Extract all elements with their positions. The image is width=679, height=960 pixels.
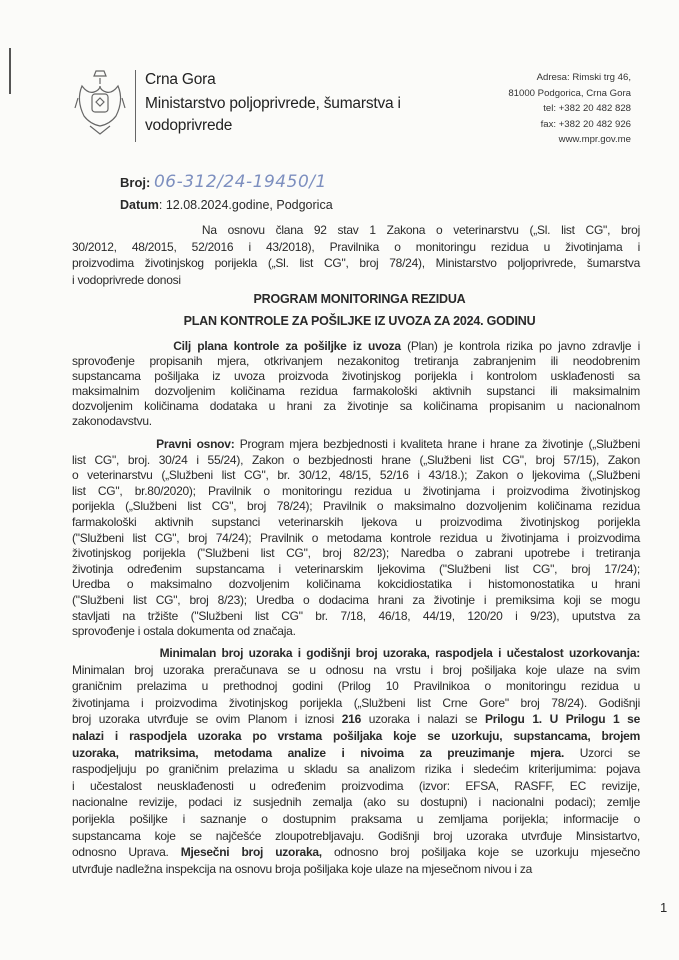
text: list CG", broj. 30/24 i 55/24), Zakon o bezbjednosti hrane („Službeni list CG", broj 57/15), Zakon <box>72 452 640 467</box>
text: životinjama i proizvodima životinjskog porijekla („Službeni list Crne Gore" broj 78/24). Godišnji <box>72 695 640 710</box>
text: Na osnovu člana 92 stav 1 Zakona o veterinarstvu („Sl. list CG", broj <box>72 223 640 237</box>
text-line <box>72 861 640 878</box>
text: odnosno Uprava. <box>72 845 181 860</box>
text: sprovođenje i ostala dokumenta od značaja. <box>72 624 296 639</box>
text: sprovođenje propisanih mjera, otkrivanjem nezakonitog tretiranja zabranjenim ili neodobrenim <box>72 354 640 368</box>
text-line <box>72 546 640 562</box>
text: Program mjera bezbjednosti i kvaliteta hrane i hrane za životinje („Službeni <box>234 437 640 451</box>
text-line <box>72 484 640 500</box>
text: nacionalne revizije, podaci iz susjednih zemalja (ako su dostupni) i nacionalni podaci); zemlje <box>72 795 640 810</box>
bold-text: Cilj plana kontrole za pošiljke iz uvoza <box>173 339 401 353</box>
text: dozvoljenim količinama dodataka u hrani za životinje sa količinama propisanim u nacionalnom <box>72 399 640 413</box>
text: zakonodavstvu. <box>72 414 152 428</box>
ministry-name-line1: Ministarstvo poljoprivrede, šumarstva i <box>145 95 401 112</box>
document-number <box>120 172 327 193</box>
bold-text: 216 <box>341 712 362 727</box>
text: i vodoprivrede donosi <box>72 272 181 287</box>
text: (Plan) je kontrola rizika po javno zdravlje i <box>400 339 641 353</box>
text-line <box>72 844 640 861</box>
text-line <box>72 339 640 354</box>
text-line <box>72 678 640 695</box>
bold-text: Mjesečni broj uzoraka, <box>180 845 322 860</box>
page-number: 1 <box>660 900 668 915</box>
text <box>72 339 173 353</box>
text-line <box>72 711 640 728</box>
title-plan: PLAN KONTROLE ZA POŠILJKE IZ UVOZA ZA 2024. GODINU <box>183 314 536 328</box>
text: i učestalost neusklađenosti u određenim proizvodima (izvor: EFSA, RASFF, EC revizije, <box>72 778 640 793</box>
text-line <box>72 624 640 640</box>
text-line <box>72 515 640 531</box>
text: stavljati na tržište ("Službeni list CG" br. 7/18, 46/18, 44/19, 120/20 i 9/23), uputstva za <box>72 608 640 623</box>
text-line <box>72 222 640 239</box>
text: uzoraka i nalazi se <box>361 712 486 727</box>
address-street: Adresa: Rimski trg 46, <box>536 72 631 83</box>
text: maksimalnim dozvoljenim količinama rezidua farmakološki aktivnih supstanci ili maksimalnim <box>72 384 640 398</box>
paragraph-goal <box>72 339 640 429</box>
address-block <box>508 70 631 148</box>
bold-text: Pravni osnov: <box>156 437 235 451</box>
bold-text: Minimalan broj uzoraka i godišnji broj uzoraka, raspodjela i učestalost uzorkovanja: <box>159 646 640 660</box>
text-line <box>72 828 640 845</box>
text-line <box>72 399 640 414</box>
text: porijekla pošiljke i saznanje o dostupnim praksama u zemljama porijekla; informacije o <box>72 811 640 826</box>
coat-of-arms-logo <box>74 68 126 138</box>
text-line <box>72 577 640 593</box>
ministry-name-line2: vodoprivrede <box>145 117 233 134</box>
text-line <box>72 728 640 745</box>
text-line <box>72 499 640 515</box>
text-line <box>72 695 640 712</box>
text-line <box>72 794 640 811</box>
address-fax: fax: +382 20 482 926 <box>540 118 631 130</box>
text <box>72 646 160 660</box>
text: broj uzoraka utvrđuje se ovim Planom i iznosi <box>72 712 342 727</box>
text-line <box>72 761 640 778</box>
text: utvrđuje nadležna inspekcija na osnovu broja pošiljaka koje ulaze na mjesečnom nivou i za <box>72 861 533 876</box>
text: 30/2012, 48/2015, 52/2016 i 43/2018), Pravilnika o monitoringu rezidua u životinjama i <box>72 239 640 254</box>
text-line <box>72 609 640 625</box>
text: proizvodima životinjskog porijekla („Sl. list CG", broj 78/24), Ministarstvo poljoprivrede, šumarstva <box>72 256 640 270</box>
text-line <box>72 745 640 762</box>
text: ("Službeni list CG", broj 74/24); Pravilnik o metodama kontrole rezidua u životinjama i proizvodima <box>72 530 640 545</box>
text-line <box>72 562 640 578</box>
text-line <box>72 437 640 453</box>
text: Minimalan broj uzoraka preračunava se u odnosu na vrstu i broj pošiljaka koje ulaze na svim <box>72 662 640 677</box>
text-line <box>72 369 640 384</box>
text-line <box>72 593 640 609</box>
document-date <box>120 197 333 213</box>
header-divider <box>135 70 136 142</box>
datum-label: Datum <box>120 198 159 212</box>
text: supstancama koje se najčešće zloupotrebljavaju. Godišnji broj uzoraka utvrđuje Minsistartvo, <box>72 828 640 843</box>
paragraph-preamble <box>72 222 640 288</box>
address-city: 81000 Podgorica, Crna Gora <box>508 87 631 99</box>
text-line <box>72 272 640 289</box>
scan-edge-mark <box>9 48 11 94</box>
text: životinjskog porijekla ("Službeni list CG", broj 82/23); Naredba o zabrani upotrebe i tretiranja <box>72 546 640 561</box>
broj-handwritten-value: 06-312/24-19450/1 <box>153 172 327 192</box>
text: farmakološki aktivnih supstanci veterinarskih ljekova u proizvodima životinjskog porijekla <box>72 514 640 529</box>
paragraph-legal-basis <box>72 437 640 640</box>
bold-text: uzoraka, matriksima, metodama analize i nivoima za preuzimanje mjera. <box>72 745 565 760</box>
text-line <box>72 414 640 429</box>
text: Uzorci se <box>564 745 641 760</box>
bold-text: nalazi i raspodjela uzoraka po vrstama pošiljaka koje se uzorkuju, supstancama, brojem <box>72 728 640 743</box>
text-line <box>72 384 640 399</box>
text: životinja određenim supstancama i veterinarskim ljekovima ("Službeni list CG", broj 17/24); <box>72 561 640 576</box>
text: supstancama pošiljaka iz uvoza proizvoda životinjskog porijekla i kontrolom usklađenosti sa <box>72 369 640 383</box>
text-line <box>72 778 640 795</box>
text-line <box>72 239 640 256</box>
text-line <box>72 354 640 369</box>
address-website: www.mpr.gov.me <box>558 134 631 146</box>
datum-value: : 12.08.2024.godine, Podgorica <box>158 198 333 212</box>
text-line <box>72 645 640 662</box>
text-line <box>72 468 640 484</box>
text: list CG", br.80/2020); Pravilnik o monitoringu rezidua u životinjama i proizvodima životinjskog <box>72 483 640 498</box>
broj-label: Broj: <box>120 175 151 190</box>
text-line <box>72 531 640 547</box>
text-line <box>72 811 640 828</box>
country-name: Crna Gora <box>145 71 216 88</box>
text-line <box>72 453 640 469</box>
title-program: PROGRAM MONITORINGA REZIDUA <box>253 292 466 306</box>
text: porijekla („Službeni list CG", broj 78/24); Pravilnik o maksimalno dozvoljenim količinama rezidua <box>72 499 640 514</box>
bold-text: Prilogu 1. U Prilogu 1 se <box>485 712 641 727</box>
text-line <box>72 662 640 679</box>
text: Uredba o maksimalno dozvoljenim količinama kokcidiostatika i histomonostatika u hrani <box>72 577 640 592</box>
text-line <box>72 255 640 272</box>
text: o veterinarstvu („Službeni list CG", br. 30/12, 48/15, 52/16 i 43/18.); Zakon o ljekovima („Službeni <box>72 468 640 483</box>
text: graničnim prelazima u prethodnoj godini (Prilog 10 Pravilnikoa o monitoringu rezidua u <box>72 679 640 694</box>
text: odnosno broj pošiljaka koje se uzorkuju mjesečno <box>321 845 640 860</box>
text: raspodjeljuju po graničnim prelazima u skladu sa analizom rizika i sledećim kriterijumima: pojava <box>72 762 640 777</box>
text <box>72 437 156 451</box>
address-tel: tel: +382 20 482 828 <box>543 103 631 115</box>
text: ("Službeni list CG", broj 8/23); Uredba o dodacima hrani za životinje i premiksima koji se mogu <box>72 592 640 607</box>
paragraph-sample-numbers <box>72 645 640 877</box>
